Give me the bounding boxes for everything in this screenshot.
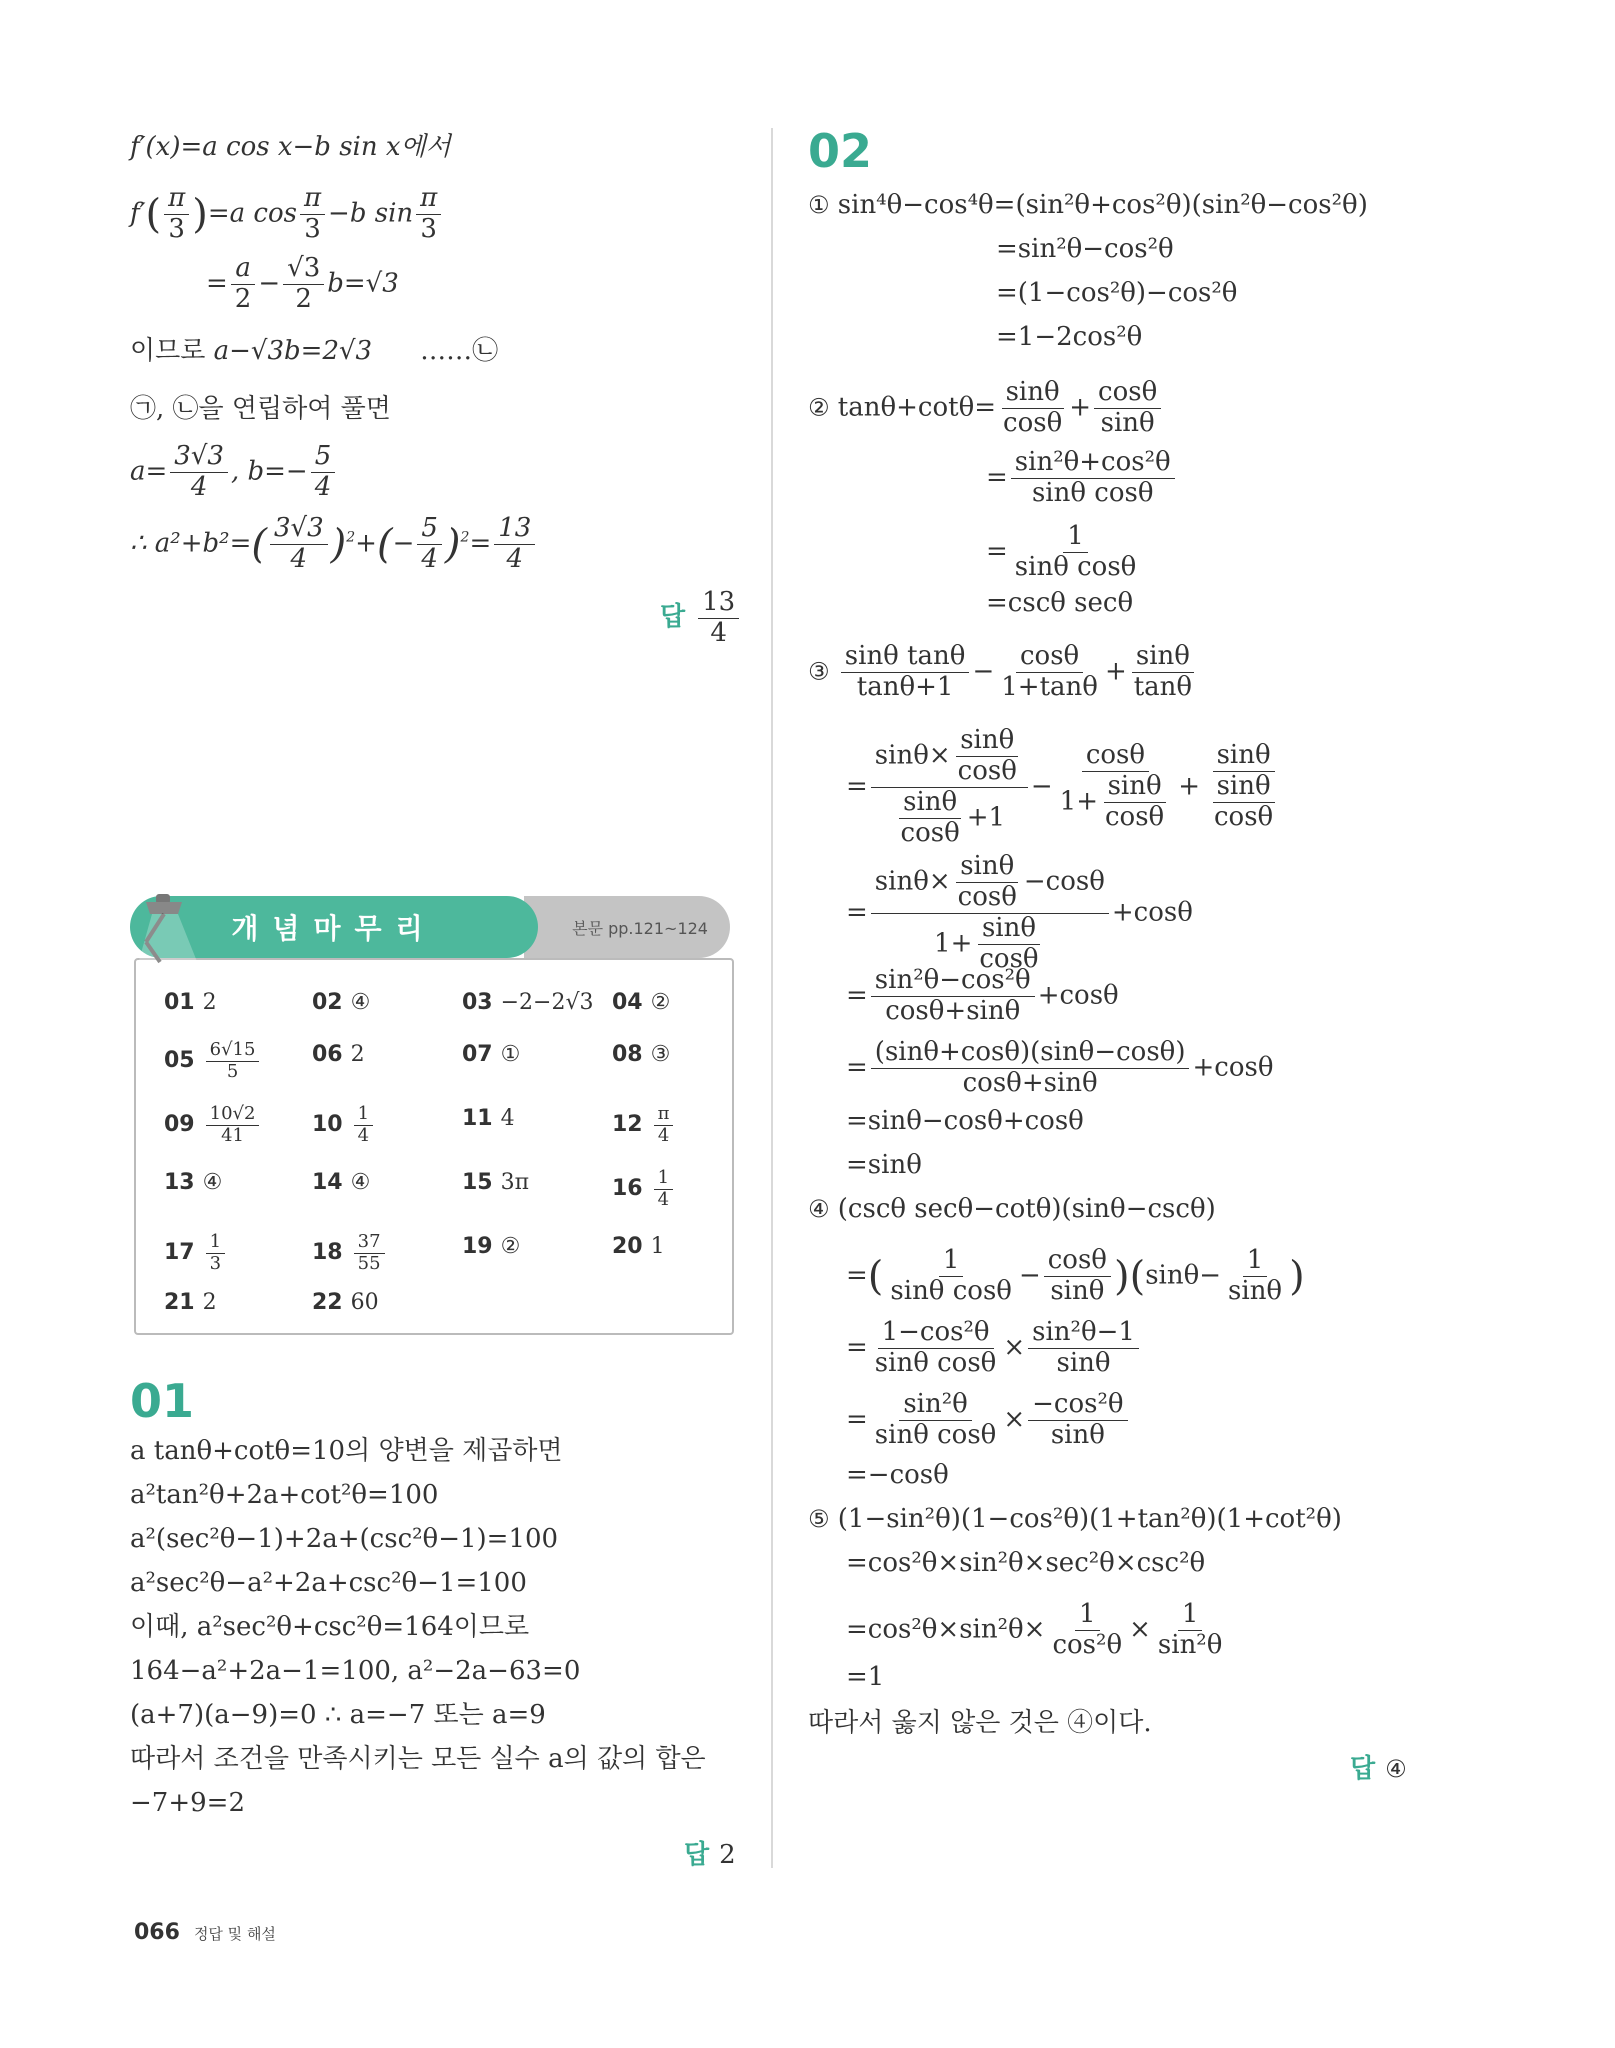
step-2-line-3: = $\frac{1}{\text{sinθ cosθ}}$ xyxy=(986,521,1137,582)
step-1-line-3: =(1−cos²θ)−cos²θ xyxy=(996,278,1238,308)
item-answer: 2 xyxy=(202,1290,217,1315)
item-number: 13 xyxy=(164,1170,195,1195)
item-number: 12 xyxy=(612,1112,643,1138)
step-4-line-5: =−cosθ xyxy=(846,1460,949,1490)
item-number: 10 xyxy=(312,1112,343,1138)
left-line-3: = $\frac{a}{2}$ − $\frac{√3}{2}$ b=√3 xyxy=(206,253,399,314)
step-2-line-2: = $\frac{\text{sin²θ+cos²θ}}{\text{sinθ cosθ}}$ xyxy=(986,448,1178,509)
item-answer: ④ xyxy=(202,1170,223,1195)
concept-answer-item xyxy=(312,1040,365,1070)
item-number: 04 xyxy=(612,990,643,1015)
concept-answer-item xyxy=(312,1168,370,1198)
concept-answer-item xyxy=(164,1288,217,1318)
item-answer: 4 xyxy=(500,1106,515,1131)
concept-answer-item xyxy=(462,988,594,1018)
lamp-icon xyxy=(138,888,198,964)
concept-answer-item xyxy=(312,1288,379,1318)
step-3-line-7: =sinθ xyxy=(846,1150,922,1180)
concept-answer-item xyxy=(164,1104,262,1146)
footer-label: 정답 및 해설 xyxy=(193,1925,276,1943)
item-answer: ③ xyxy=(650,1042,671,1067)
item-number: 01 xyxy=(164,990,195,1015)
item-answer-fraction: $\frac{37}{55}$ xyxy=(354,1232,385,1274)
left-line-1: f′(x)=a cos x−b sin x에서 xyxy=(130,132,451,162)
item-answer: 1 xyxy=(650,1234,665,1259)
problem-01-line: a²sec²θ−a²+2a+csc²θ−1=100 xyxy=(130,1568,527,1598)
step-5-line-3: =cos²θ×sin²θ× $\frac{1}{\text{cos²θ}}$ × $\frac{1}{\text{sin²θ}}$ xyxy=(846,1599,1223,1660)
concept-title-banner: 개념마무리 xyxy=(130,896,538,958)
step-3-line-2: = sinθ× $\frac{\sin\theta}{\cos\theta}$ $\frac{\sin\theta}{\cos\theta}$ +1 − cosθ 1+ $\frac{\sin\theta}{\cos\theta}$ + $\frac{\sin\theta}{\frac{\sin\theta}{\cos\theta}}$ xyxy=(846,725,1274,848)
step-1-line-4: =1−2cos²θ xyxy=(996,322,1143,352)
column-divider xyxy=(771,128,773,1868)
problem-01-line: −7+9=2 xyxy=(130,1788,245,1818)
answer-prev: 답 $\frac{13}{4}$ xyxy=(660,588,742,649)
step-1-line-2: =sin²θ−cos²θ xyxy=(996,234,1174,264)
item-answer: 60 xyxy=(350,1290,379,1315)
concept-answer-item xyxy=(164,988,217,1018)
item-number: 02 xyxy=(312,990,343,1015)
item-number: 09 xyxy=(164,1112,195,1138)
concept-answer-item xyxy=(462,1104,515,1134)
item-answer-fraction: $\frac{1}{3}$ xyxy=(206,1232,225,1274)
concept-answer-item xyxy=(462,1040,520,1070)
step-5-line-2: =cos²θ×sin²θ×sec²θ×csc²θ xyxy=(846,1548,1206,1578)
step-3-line-5: = $\frac{(\sin\theta+\cos\theta)(\sin\theta-\cos\theta)}{\cos\theta+\sin\theta}$ +cosθ xyxy=(846,1037,1274,1098)
item-answer: ④ xyxy=(350,990,371,1015)
concept-answer-item xyxy=(612,1232,665,1262)
concept-answer-item xyxy=(164,1232,228,1274)
step-2-line-1: ② tanθ+cotθ= $\frac{\sin\theta}{\cos\theta}$ + $\frac{\cos\theta}{\sin\theta}$ xyxy=(808,378,1164,439)
problem-01-line: a²(sec²θ−1)+2a+(csc²θ−1)=100 xyxy=(130,1524,559,1554)
item-answer: ④ xyxy=(350,1170,371,1195)
problem-01-line: 이때, a²sec²θ+csc²θ=164이므로 xyxy=(130,1612,530,1642)
item-answer: ② xyxy=(650,990,671,1015)
item-number: 14 xyxy=(312,1170,343,1195)
concept-answer-item xyxy=(612,988,670,1018)
problem-01-line: a²tan²θ+2a+cot²θ=100 xyxy=(130,1480,439,1510)
item-answer-fraction: $\frac{\pi}{4}$ xyxy=(654,1104,674,1146)
left-line-5: ㉠, ㉡을 연립하여 풀면 xyxy=(130,394,391,424)
item-answer: −2−2√3 xyxy=(500,990,594,1015)
step-4-line-4: = $\frac{\text{sin²θ}}{\text{sinθ cosθ}}$ × $\frac{\text{−cos²θ}}{\sin\theta}$ xyxy=(846,1390,1131,1451)
concept-answer-item xyxy=(312,1104,376,1146)
item-answer: ② xyxy=(500,1234,521,1259)
item-answer-fraction: $\frac{6√15}{5}$ xyxy=(206,1040,260,1082)
problem-01-line: 따라서 조건을 만족시키는 모든 실수 a의 값의 합은 xyxy=(130,1744,706,1774)
item-number: 06 xyxy=(312,1042,343,1067)
item-answer-fraction: $\frac{1}{4}$ xyxy=(354,1104,373,1146)
answer-02: 답 ④ xyxy=(1350,1754,1407,1784)
concept-answer-item xyxy=(164,1168,222,1198)
item-answer: 2 xyxy=(350,1042,365,1067)
problem-02-heading: 02 xyxy=(808,124,873,178)
step-4-line-3: = $\frac{\text{1−cos²θ}}{\text{sinθ cosθ}}$ × $\frac{\text{sin²θ−1}}{\sin\theta}$ xyxy=(846,1318,1142,1379)
item-number: 03 xyxy=(462,990,493,1015)
item-number: 18 xyxy=(312,1240,343,1266)
concept-answer-item xyxy=(312,988,370,1018)
step-3-line-3: = sinθ× $\frac{\sin\theta}{\cos\theta}$ −cosθ 1+ $\frac{\sin\theta}{\cos\theta}$ +cosθ xyxy=(846,851,1193,974)
item-number: 19 xyxy=(462,1234,493,1259)
item-answer-fraction: $\frac{1}{4}$ xyxy=(654,1168,673,1210)
concept-answer-item xyxy=(462,1232,520,1262)
step-5-line-4: =1 xyxy=(846,1662,885,1692)
page-footer xyxy=(134,1920,276,1945)
step-4-line-1: ④ (cscθ secθ−cotθ)(sinθ−cscθ) xyxy=(808,1194,1216,1224)
item-number: 08 xyxy=(612,1042,643,1067)
concept-answer-item xyxy=(462,1168,529,1198)
item-number: 15 xyxy=(462,1170,493,1195)
left-line-6: a= $\frac{3√3}{4}$ , b=− $\frac{5}{4}$ xyxy=(130,442,338,503)
step-3-line-6: =sinθ−cosθ+cosθ xyxy=(846,1106,1084,1136)
item-number: 17 xyxy=(164,1240,195,1266)
item-answer: ① xyxy=(500,1042,521,1067)
concept-answer-item xyxy=(164,1040,262,1082)
step-3-line-1: ③ $\frac{\text{sinθ tanθ}}{\tan\theta+1}$ − $\frac{\cos\theta}{1+\tan\theta}$ + $\frac{\sin\theta}{\tan\theta}$ xyxy=(808,641,1193,702)
step-5-line-1: ⑤ (1−sin²θ)(1−cos²θ)(1+tan²θ)(1+cot²θ) xyxy=(808,1504,1342,1534)
item-number: 22 xyxy=(312,1290,343,1315)
problem-01-heading: 01 xyxy=(130,1374,195,1428)
item-number: 20 xyxy=(612,1234,643,1259)
problem-01-line: 164−a²+2a−1=100, a²−2a−63=0 xyxy=(130,1656,581,1686)
item-number: 07 xyxy=(462,1042,493,1067)
page-number: 066 xyxy=(134,1920,180,1945)
concept-answer-item xyxy=(612,1040,670,1070)
left-line-7: ∴ a²+b²=( $\frac{3√3}{4}$ )$^2$+(− $\frac{5}{4}$ )$^2$= $\frac{13}{4}$ xyxy=(130,514,538,575)
concept-answer-item xyxy=(312,1232,388,1274)
item-number: 11 xyxy=(462,1106,493,1131)
step-3-line-4: = $\frac{\text{sin²θ−cos²θ}}{\cos\theta+\sin\theta}$ +cosθ xyxy=(846,965,1119,1026)
problem-01-line: (a+7)(a−9)=0 ∴ a=−7 또는 a=9 xyxy=(130,1700,546,1730)
item-answer: 3π xyxy=(500,1170,530,1195)
left-line-4: 이므로 a−√3b=2√3 ……㉡ xyxy=(130,336,499,366)
item-answer: 2 xyxy=(202,990,217,1015)
concept-answer-item xyxy=(612,1168,676,1210)
step-1-line-1: ① sin⁴θ−cos⁴θ=(sin²θ+cos²θ)(sin²θ−cos²θ) xyxy=(808,190,1368,220)
answer-01: 답 2 xyxy=(684,1840,736,1870)
left-line-2: f′( $\frac{\pi}{3}$ )=a cos $\frac{\pi}{3}$ −b sin $\frac{\pi}{3}$ xyxy=(130,184,444,245)
item-number: 05 xyxy=(164,1048,195,1074)
item-number: 16 xyxy=(612,1176,643,1202)
problem-01-line: a tanθ+cotθ=10의 양변을 제곱하면 xyxy=(130,1436,563,1466)
concept-ref-pill: 본문 pp.121~124 xyxy=(524,896,730,958)
step-2-line-4: =cscθ secθ xyxy=(986,588,1134,618)
problem-02-conclusion: 따라서 옳지 않은 것은 ④이다. xyxy=(808,1708,1152,1738)
concept-answer-item xyxy=(612,1104,676,1146)
item-number: 21 xyxy=(164,1290,195,1315)
item-answer-fraction: $\frac{10√2}{41}$ xyxy=(206,1104,260,1146)
step-4-line-2: =( $\frac{1}{\text{sinθ cosθ}}$ − $\frac{\cos\theta}{\sin\theta}$ )(sinθ− $\frac{1}{\sin\theta}$ ) xyxy=(846,1245,1305,1306)
